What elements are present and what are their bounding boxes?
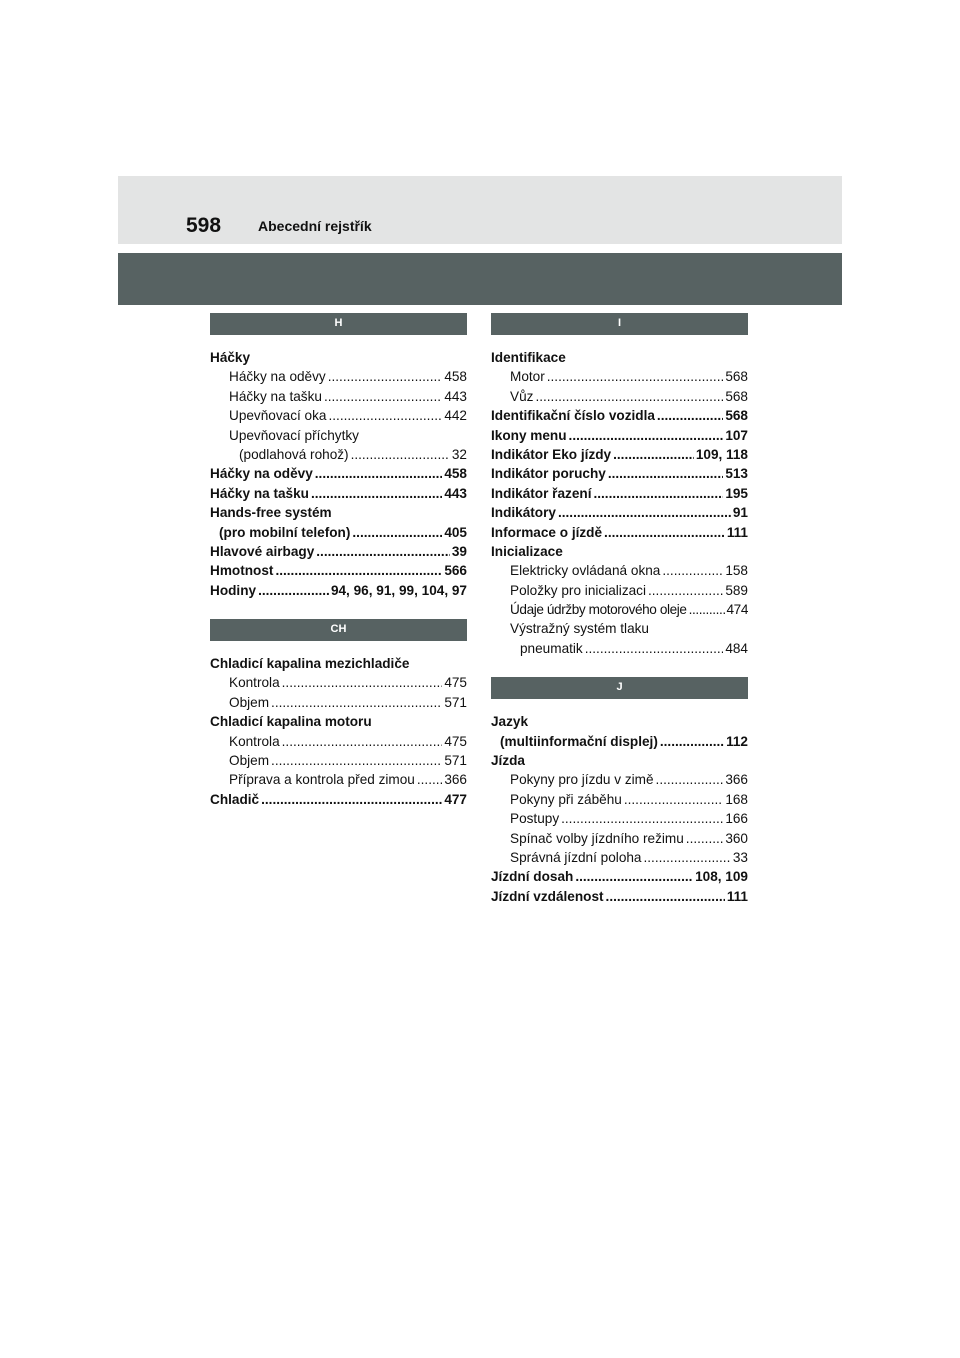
section-band: [118, 253, 842, 305]
entry-page-ref[interactable]: 108, 109: [695, 869, 748, 885]
entry-page-ref[interactable]: 405: [444, 524, 467, 540]
index-entry: [210, 367, 467, 386]
entry-text: Háčky na oděvy: [229, 369, 326, 385]
entry-text: Motor: [510, 369, 545, 385]
entry-text: Kontrola: [229, 733, 280, 749]
entry-page-ref[interactable]: 109, 118: [695, 446, 748, 462]
index-entry: [491, 770, 748, 789]
dot-leader: [352, 523, 442, 542]
entry-text: Správná jízdní poloha: [510, 849, 642, 865]
entry-text: Indikátory: [491, 505, 556, 521]
index-entry: [210, 654, 467, 673]
dot-leader: [569, 426, 724, 445]
dot-leader: [604, 523, 725, 542]
entry-page-ref[interactable]: 566: [444, 563, 467, 579]
dot-leader: [417, 770, 442, 789]
entry-page-ref[interactable]: 366: [725, 772, 748, 788]
dot-leader: [547, 367, 724, 386]
index-entry: [210, 484, 467, 503]
dot-leader: [686, 829, 724, 848]
entry-page-ref[interactable]: 32: [451, 446, 467, 462]
dot-leader: [328, 406, 442, 425]
entry-page-ref[interactable]: 443: [444, 485, 467, 501]
index-entry: [491, 619, 748, 638]
entry-text: (multiinformační displej): [500, 733, 658, 749]
entry-text: Jízdní vzdálenost: [491, 888, 604, 904]
dot-leader: [575, 867, 693, 886]
entry-page-ref[interactable]: 458: [444, 369, 467, 385]
entry-text: Objem: [229, 694, 270, 710]
index-entry: [491, 809, 748, 828]
entry-text: Upevňovací oka: [229, 408, 327, 424]
entry-text: Upevňovací příchytky: [229, 427, 359, 443]
index-entry: [491, 387, 748, 406]
entry-text: Postupy: [510, 811, 560, 827]
dot-leader: [316, 542, 450, 561]
index-entry: [210, 503, 467, 522]
dot-leader: [606, 887, 725, 906]
index-entry: [491, 639, 748, 658]
entry-text: Háčky: [210, 349, 251, 365]
entry-page-ref[interactable]: 477: [444, 791, 467, 807]
page-title: Abecední rejstřík: [258, 218, 372, 234]
entry-text: Chladicí kapalina motoru: [210, 714, 372, 730]
entry-page-ref[interactable]: 513: [725, 466, 748, 482]
dot-leader: [593, 484, 723, 503]
index-entry: [491, 503, 748, 522]
dot-leader: [662, 561, 723, 580]
section-header: H: [210, 313, 467, 335]
page-number: 598: [186, 214, 222, 237]
entry-page-ref[interactable]: 474: [726, 602, 748, 618]
entry-page-ref[interactable]: 568: [725, 408, 748, 424]
entry-page-ref[interactable]: 443: [444, 388, 467, 404]
entry-text: Háčky na oděvy: [210, 466, 313, 482]
entry-text: Identifikace: [491, 349, 566, 365]
dot-leader: [689, 600, 725, 619]
entry-text: Chladič: [210, 791, 260, 807]
index-entry: [210, 561, 467, 580]
section-header: CH: [210, 619, 467, 641]
entry-text: pneumatik: [520, 640, 583, 656]
index-entry: [491, 887, 748, 906]
entry-text: Indikátor řazení: [491, 485, 592, 501]
index-column-right: [491, 313, 748, 906]
entry-page-ref[interactable]: 39: [451, 543, 467, 559]
entry-page-ref[interactable]: 111: [726, 524, 748, 540]
index-entry: [491, 732, 748, 751]
entry-page-ref[interactable]: 111: [726, 888, 748, 904]
index-entry: [210, 732, 467, 751]
index-entry: [491, 542, 748, 561]
index-entry: [491, 581, 748, 600]
entry-text: Háčky na tašku: [229, 388, 322, 404]
index-entry: [210, 542, 467, 561]
entry-page-ref[interactable]: 571: [444, 694, 467, 710]
entry-text: Ikony menu: [491, 427, 567, 443]
index-entry: [491, 829, 748, 848]
entry-text: Vůz: [510, 388, 534, 404]
entry-text: Výstražný systém tlaku: [510, 621, 649, 637]
index-entry: [210, 387, 467, 406]
entry-page-ref[interactable]: 589: [725, 582, 748, 598]
index-entry: [210, 751, 467, 770]
index-entry: [491, 426, 748, 445]
index-entry: [491, 600, 748, 619]
entry-text: Hodiny: [210, 582, 257, 598]
entry-text: Elektricky ovládaná okna: [510, 563, 661, 579]
index-entry: [210, 406, 467, 425]
entry-page-ref[interactable]: 568: [725, 388, 748, 404]
entry-text: Objem: [229, 753, 270, 769]
dot-leader: [271, 751, 442, 770]
index-entry: [491, 867, 748, 886]
index-entry: [491, 523, 748, 542]
index-entry: [491, 712, 748, 731]
entry-text: Hmotnost: [210, 563, 274, 579]
index-entry: [210, 790, 467, 809]
entry-page-ref[interactable]: 33: [732, 849, 748, 865]
entry-text: Spínač volby jízdního režimu: [510, 830, 684, 846]
dot-leader: [624, 790, 723, 809]
entry-text: Pokyny pro jízdu v zimě: [510, 772, 654, 788]
section-header: J: [491, 677, 748, 699]
dot-leader: [311, 484, 442, 503]
index-entry: [210, 523, 467, 542]
index-entry: [210, 712, 467, 731]
index-entry: [491, 790, 748, 809]
entry-page-ref[interactable]: 475: [444, 733, 467, 749]
entry-page-ref[interactable]: 568: [725, 369, 748, 385]
index-entry: [491, 751, 748, 770]
entry-text: Jízdní dosah: [491, 869, 574, 885]
dot-leader: [261, 790, 442, 809]
entry-text: (pro mobilní telefon): [219, 524, 351, 540]
index-entry: [210, 348, 467, 367]
entry-page-ref[interactable]: 158: [725, 563, 748, 579]
index-entry: [491, 464, 748, 483]
entry-text: Indikátor poruchy: [491, 466, 606, 482]
index-entry: [491, 848, 748, 867]
entry-page-ref[interactable]: 442: [444, 408, 467, 424]
entry-page-ref[interactable]: 571: [444, 753, 467, 769]
entry-page-ref[interactable]: 107: [725, 427, 748, 443]
dot-leader: [648, 581, 723, 600]
index-column-left: [210, 313, 467, 809]
index-entry: [491, 484, 748, 503]
entry-text: Informace o jízdě: [491, 524, 603, 540]
entry-page-ref[interactable]: 91: [732, 505, 748, 521]
dot-leader: [585, 639, 724, 658]
index-entry: [491, 367, 748, 386]
index-entry: [491, 406, 748, 425]
entry-text: Příprava a kontrola před zimou: [229, 772, 415, 788]
entry-page-ref[interactable]: 168: [725, 791, 748, 807]
dot-leader: [657, 406, 723, 425]
entry-text: Pokyny při záběhu: [510, 791, 622, 807]
index-entry: [491, 445, 748, 464]
entry-page-ref[interactable]: 484: [725, 640, 748, 656]
entry-text: Položky pro inicializaci: [510, 582, 646, 598]
dot-leader: [324, 387, 442, 406]
entry-text: Inicializace: [491, 543, 563, 559]
dot-leader: [351, 445, 450, 464]
dot-leader: [282, 673, 443, 692]
index-entry: [210, 673, 467, 692]
entry-text: (podlahová rohož): [239, 446, 349, 462]
section-header: I: [491, 313, 748, 335]
entry-page-ref[interactable]: 458: [444, 466, 467, 482]
dot-leader: [315, 464, 443, 483]
entry-page-ref[interactable]: 195: [725, 485, 748, 501]
entry-page-ref[interactable]: 94, 96, 91, 99, 104, 97: [330, 582, 467, 598]
index-entry: [210, 581, 467, 600]
dot-leader: [561, 809, 723, 828]
index-entry: [210, 693, 467, 712]
index-entry: [210, 426, 467, 445]
index-entry: [210, 464, 467, 483]
dot-leader: [608, 464, 724, 483]
entry-page-ref[interactable]: 166: [725, 811, 748, 827]
dot-leader: [271, 693, 442, 712]
entry-text: Identifikační číslo vozidla: [491, 408, 655, 424]
entry-text: Chladicí kapalina mezichladiče: [210, 656, 410, 672]
entry-page-ref[interactable]: 112: [726, 733, 748, 749]
header-band: [118, 176, 842, 244]
dot-leader: [644, 848, 731, 867]
dot-leader: [282, 732, 443, 751]
entry-text: Údaje údržby motorového oleje: [510, 602, 687, 618]
entry-text: Indikátor Eko jízdy: [491, 446, 612, 462]
entry-page-ref[interactable]: 366: [444, 772, 467, 788]
index-entry: [491, 561, 748, 580]
entry-text: Kontrola: [229, 675, 280, 691]
entry-text: Jazyk: [491, 714, 529, 730]
entry-page-ref[interactable]: 360: [725, 830, 748, 846]
entry-text: Jízda: [491, 753, 525, 769]
entry-text: Hands-free systém: [210, 505, 332, 521]
dot-leader: [535, 387, 723, 406]
dot-leader: [275, 561, 442, 580]
entry-page-ref[interactable]: 475: [444, 675, 467, 691]
dot-leader: [613, 445, 694, 464]
dot-leader: [656, 770, 724, 789]
entry-text: Háčky na tašku: [210, 485, 309, 501]
index-entry: [491, 348, 748, 367]
dot-leader: [660, 732, 724, 751]
dot-leader: [558, 503, 731, 522]
dot-leader: [328, 367, 443, 386]
entry-text: Hlavové airbagy: [210, 543, 315, 559]
index-entry: [210, 445, 467, 464]
dot-leader: [258, 581, 329, 600]
index-entry: [210, 770, 467, 789]
